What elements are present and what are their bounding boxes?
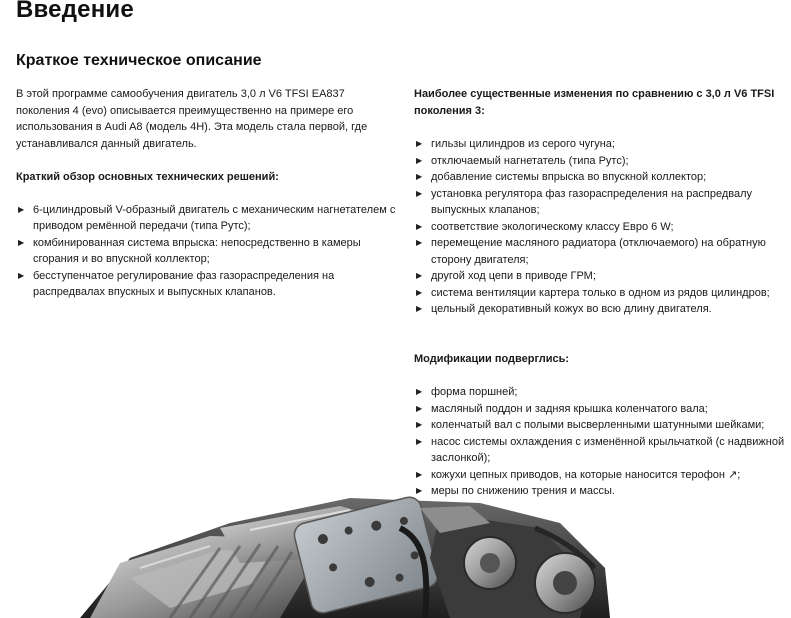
list-item: ▶ бесступенчатое регулирование фаз газораспределения на распредвалах впускных и выпускных клапанов. bbox=[18, 269, 335, 298]
bullet-icon: ▶ bbox=[18, 270, 25, 280]
changes-list bbox=[414, 136, 786, 318]
list-item: ▶ гильзы цилиндров из серого чугуна; bbox=[414, 136, 786, 153]
list-item: ▶ перемещение масляного радиатора (отключаемого) на обратную сторону двигателя; bbox=[416, 237, 766, 266]
overview-heading: Краткий обзор основных технических решений: bbox=[16, 171, 279, 183]
right-column bbox=[414, 86, 786, 500]
list-item: ▶ цельный декоративный кожух во всю длину двигателя. bbox=[414, 301, 786, 318]
bullet-icon: ▶ bbox=[416, 238, 423, 247]
changes-heading: Наиболее существенные изменения по сравнению с 3,0 л V6 TFSI поколения 3: bbox=[414, 88, 775, 117]
list-item: ▶ система вентиляции картера только в одном из рядов цилиндров; bbox=[414, 285, 786, 302]
bullet-icon: ▶ bbox=[416, 420, 423, 429]
list-item: ▶ кожухи цепных приводов, на которые наносится терофон ↗; bbox=[414, 467, 786, 484]
bullet-icon: ▶ bbox=[416, 387, 423, 396]
overview-list bbox=[16, 202, 396, 301]
bullet-icon: ▶ bbox=[416, 155, 423, 165]
bullet-icon: ▶ bbox=[416, 486, 423, 495]
page-title: Введение bbox=[16, 0, 134, 23]
bullet-icon: ▶ bbox=[18, 204, 25, 214]
list-item: ▶ насос системы охлаждения с изменённой крыльчаткой (с надвижной заслонкой); bbox=[416, 435, 785, 464]
section-title: Краткое техническое описание bbox=[16, 52, 262, 69]
bullet-icon: ▶ bbox=[416, 221, 423, 231]
list-item: ▶ 6-цилиндровый V-образный двигатель с механическим нагнетателем с приводом ремённой передачи (типа Рутс); bbox=[18, 203, 396, 232]
list-item: ▶ установка регулятора фаз газораспределения на распредвалу выпускных клапанов; bbox=[416, 187, 753, 216]
intro-paragraph: В этой программе самообучения двигатель 3,0 л V6 TFSI EA837 поколения 4 (evo) описывается преимущественно на примере его использования в Audi A8 (модель 4H). Эта модель стала первой, где устанавливался данный двигатель. bbox=[16, 88, 368, 150]
bullet-icon: ▶ bbox=[416, 436, 423, 446]
bullet-icon: ▶ bbox=[416, 188, 423, 198]
list-item: ▶ комбинированная система впрыска: непосредственно в камеры сгорания и во впускной коллектор; bbox=[18, 236, 361, 265]
bullet-icon: ▶ bbox=[416, 139, 423, 148]
bullet-icon: ▶ bbox=[416, 403, 423, 413]
engine-illustration bbox=[20, 468, 620, 618]
engine-image bbox=[20, 468, 620, 618]
bullet-icon: ▶ bbox=[416, 304, 423, 313]
list-item: ▶ масляный поддон и задняя крышка коленчатого вала; bbox=[414, 401, 786, 418]
list-item: ▶ другой ход цепи в приводе ГРМ; bbox=[414, 268, 786, 285]
bullet-icon: ▶ bbox=[416, 469, 423, 479]
list-item: ▶ отключаемый нагнетатель (типа Рутс); bbox=[414, 153, 786, 170]
list-item: ▶ соответствие экологическому классу Евро 6 W; bbox=[414, 219, 786, 236]
bullet-icon: ▶ bbox=[18, 237, 25, 247]
mods-heading: Модификации подверглись: bbox=[414, 352, 570, 365]
left-column bbox=[16, 86, 396, 301]
list-item: ▶ добавление системы впрыска во впускной коллектор; bbox=[414, 169, 786, 186]
bullet-icon: ▶ bbox=[416, 172, 423, 181]
list-item: ▶ меры по снижению трения и массы. bbox=[414, 483, 786, 500]
list-item: ▶ форма поршней; bbox=[414, 384, 786, 401]
bullet-icon: ▶ bbox=[416, 287, 423, 297]
bullet-icon: ▶ bbox=[416, 271, 423, 280]
list-item: ▶ коленчатый вал с полыми высверленными шатунными шейками; bbox=[414, 417, 786, 434]
